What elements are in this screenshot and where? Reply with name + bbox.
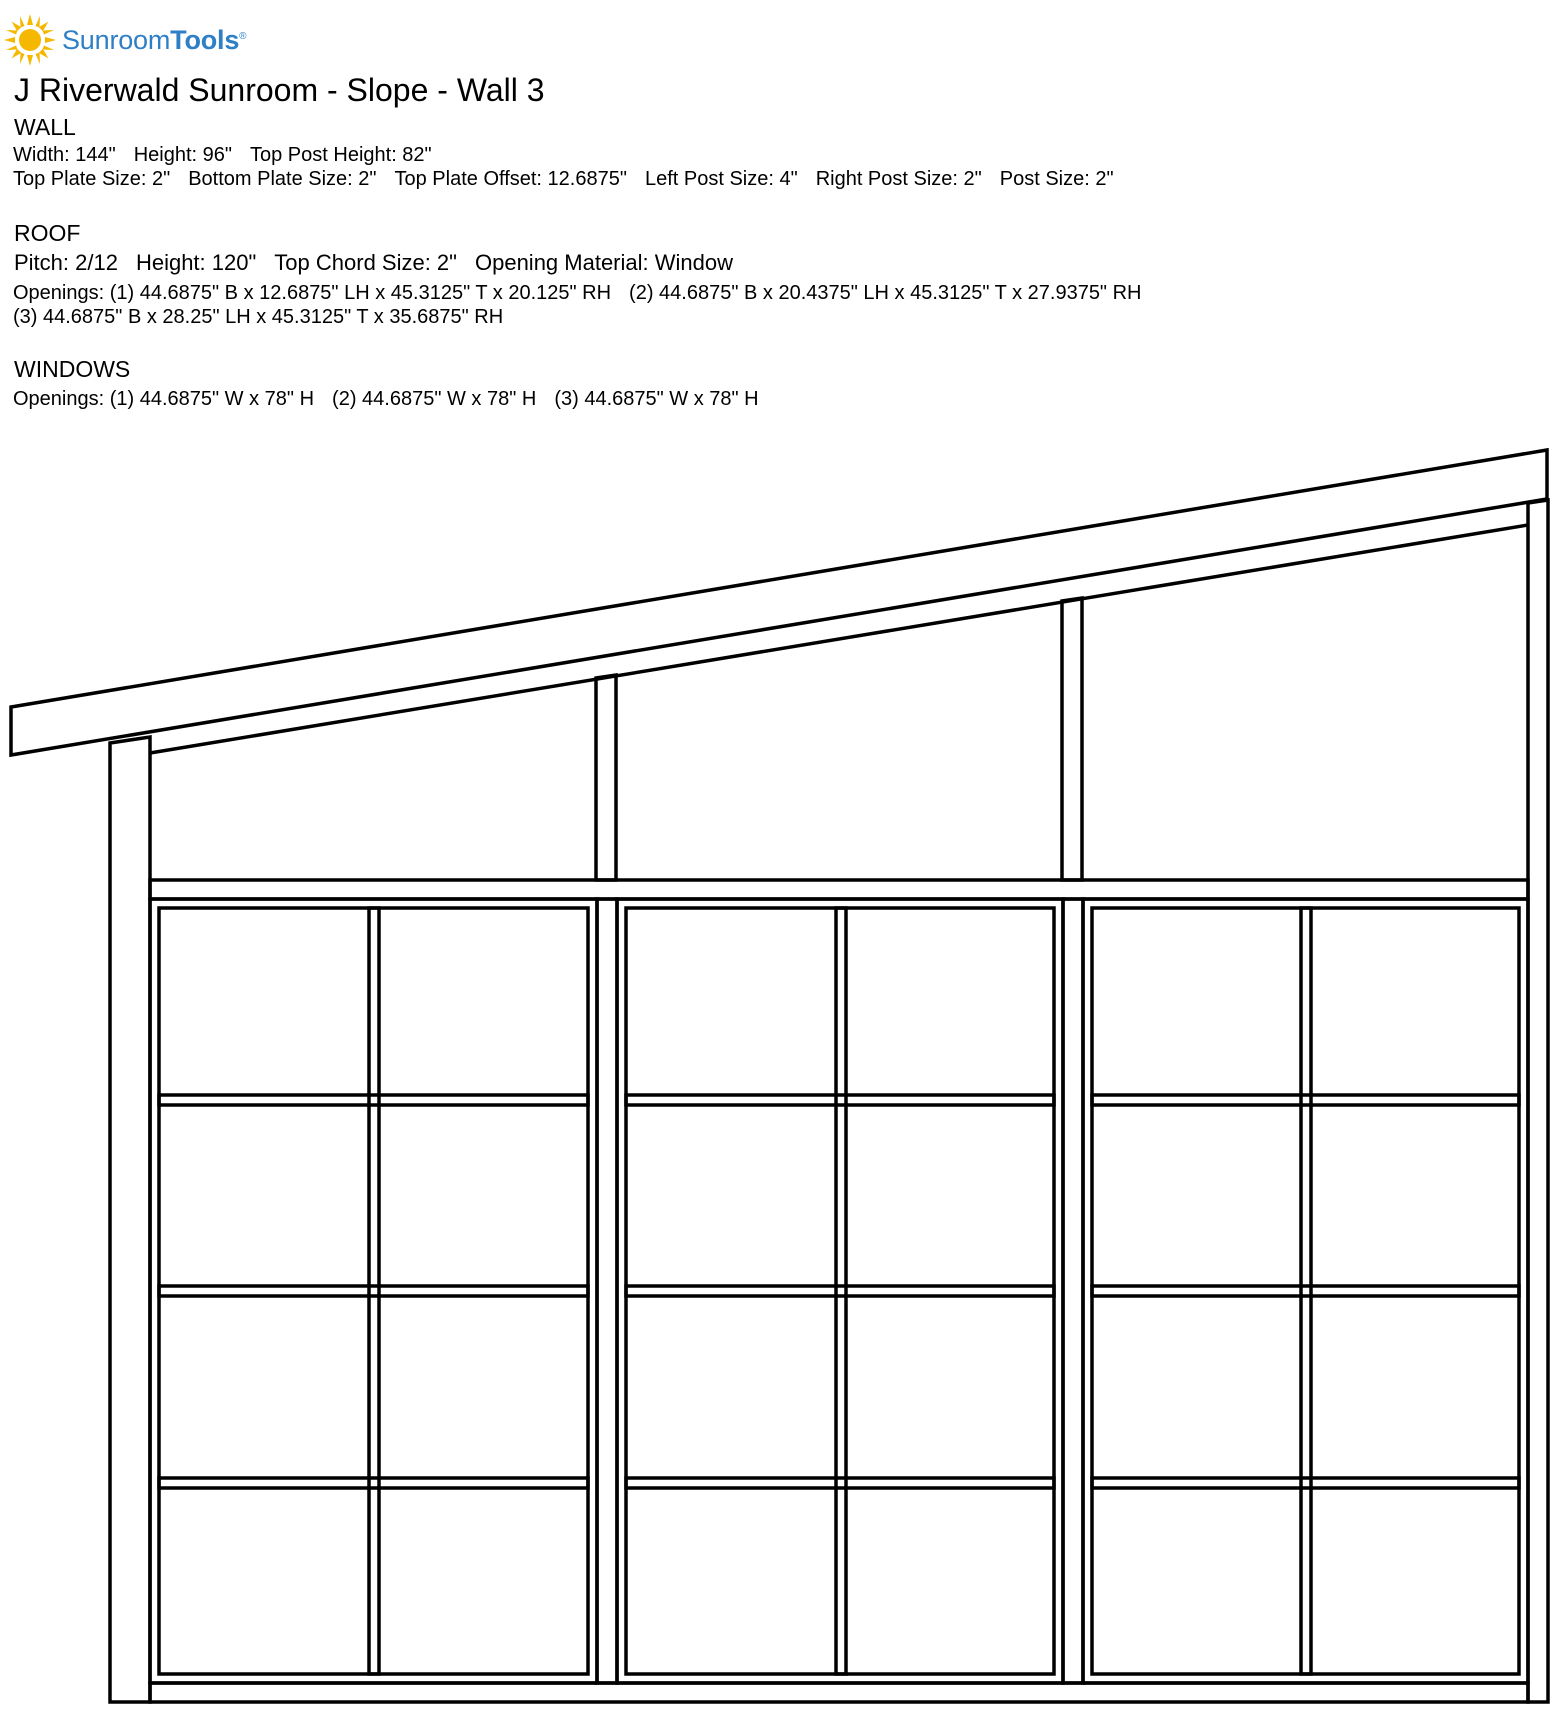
roof-heading: ROOF bbox=[14, 220, 81, 246]
window-muntin-horizontal bbox=[626, 1095, 1054, 1105]
window-muntin-horizontal bbox=[1092, 1095, 1519, 1105]
roof-openings-label: Openings: bbox=[13, 282, 105, 304]
windows-openings-label: Openings: bbox=[13, 388, 105, 410]
bottom-plate bbox=[150, 1683, 1528, 1702]
wall-right-post-size: Right Post Size: 2" bbox=[815, 168, 982, 190]
window-frame-inner bbox=[1092, 908, 1519, 1674]
window-muntin-horizontal bbox=[159, 1478, 588, 1488]
wall-width: Width: 144" bbox=[13, 144, 116, 166]
logo-wordmark: SunroomTools® bbox=[62, 24, 247, 55]
wall-top-post-height: Top Post Height: 82" bbox=[250, 144, 432, 166]
left-post bbox=[110, 737, 150, 1702]
window-muntin-horizontal bbox=[626, 1286, 1054, 1296]
window-muntin-vertical bbox=[1301, 908, 1311, 1674]
window-frame-outer bbox=[1083, 899, 1528, 1683]
window-muntin-horizontal bbox=[626, 1478, 1054, 1488]
wall-left-post-size: Left Post Size: 4" bbox=[644, 168, 798, 190]
transom-mullion bbox=[1062, 598, 1082, 880]
window-muntin-horizontal bbox=[159, 1286, 588, 1296]
wall-post-size: Post Size: 2" bbox=[999, 168, 1114, 190]
roof-top-chord-size: Top Chord Size: 2" bbox=[274, 250, 457, 275]
window-frame-outer bbox=[617, 899, 1063, 1683]
transom-rail bbox=[150, 880, 1528, 899]
window-muntin-vertical bbox=[369, 908, 379, 1674]
right-post bbox=[1528, 500, 1548, 1702]
window-opening-1: (1) 44.6875" W x 78" H bbox=[109, 388, 315, 410]
window-frame-inner bbox=[626, 908, 1054, 1674]
roof-pitch: Pitch: 2/12 bbox=[14, 250, 118, 275]
window-muntin-horizontal bbox=[159, 1095, 588, 1105]
roof-opening-1: (1) 44.6875" B x 12.6875" LH x 45.3125" T x 20.125" RH bbox=[109, 282, 612, 304]
roof-height: Height: 120" bbox=[135, 250, 257, 275]
transom-mullion bbox=[596, 675, 616, 880]
windows-heading: WINDOWS bbox=[14, 356, 131, 382]
roof-opening-2: (2) 44.6875" B x 20.4375" LH x 45.3125" T x 27.9375" RH bbox=[629, 282, 1142, 304]
page-title: J Riverwald Sunroom - Slope - Wall 3 bbox=[14, 72, 545, 108]
wall-post bbox=[597, 899, 617, 1683]
top-plate-line bbox=[150, 525, 1528, 753]
window-muntin-horizontal bbox=[1092, 1286, 1519, 1296]
wall-bottom-plate-size: Bottom Plate Size: 2" bbox=[188, 168, 377, 190]
wall-post bbox=[1063, 899, 1083, 1683]
window-muntin-vertical bbox=[836, 908, 846, 1674]
window-opening-3: (3) 44.6875" W x 78" H bbox=[554, 388, 759, 410]
wall-top-plate-size: Top Plate Size: 2" bbox=[13, 168, 171, 190]
window-frame-outer bbox=[150, 899, 597, 1683]
window-frame-inner bbox=[159, 908, 588, 1674]
wall-height: Height: 96" bbox=[133, 144, 232, 166]
roof-top-chord bbox=[11, 450, 1547, 755]
roof-opening-material: Opening Material: Window bbox=[474, 250, 733, 275]
window-opening-2: (2) 44.6875" W x 78" H bbox=[332, 388, 537, 410]
wall-heading: WALL bbox=[14, 114, 76, 140]
wall-top-plate-offset: Top Plate Offset: 12.6875" bbox=[394, 168, 627, 190]
window-muntin-horizontal bbox=[1092, 1478, 1519, 1488]
roof-opening-3: (3) 44.6875" B x 28.25" LH x 45.3125" T x 35.6875" RH bbox=[13, 306, 504, 328]
